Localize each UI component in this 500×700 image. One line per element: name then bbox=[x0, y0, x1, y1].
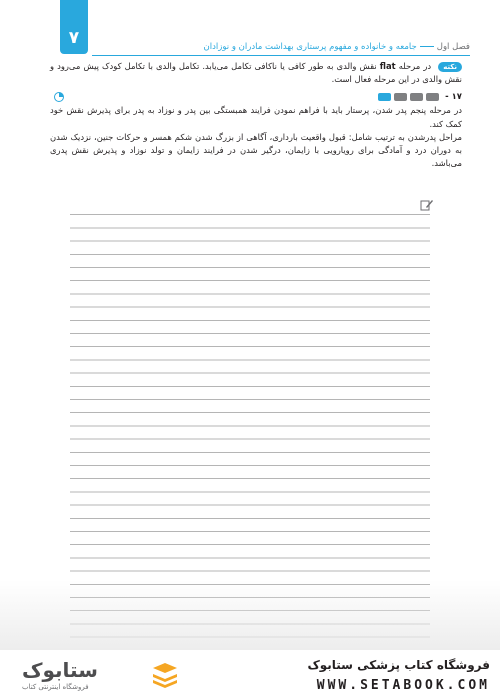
answer-lines[interactable] bbox=[70, 200, 430, 645]
footer-title: فروشگاه کتاب پزشکی ستابوک bbox=[307, 658, 490, 672]
setabook-logo[interactable] bbox=[10, 656, 140, 696]
question-tag-1 bbox=[426, 93, 439, 101]
header-title: جامعه و خانواده و مفهوم پرستاری بهداشت مادران و نوزادان bbox=[203, 42, 417, 52]
note-text-after: نقش والدی به طور کافی یا ناکافی تکامل می‌یابد. تکامل والدی با تکامل کودک پیش می‌رود و نقش والدی در این مرحله فعال است. bbox=[50, 61, 462, 85]
book-stack-icon bbox=[150, 660, 180, 690]
footer-banner bbox=[0, 650, 500, 700]
answer-paragraph-1: در مرحله پنجم پدر شدن، پرستار باید با فراهم نمودن فرایند همبستگی بین پدر و نوزاد به پدر برای پذیرش نقش خود کمک کند. bbox=[50, 105, 462, 129]
difficulty-pie-icon bbox=[54, 92, 64, 102]
question-header bbox=[50, 90, 462, 104]
question-number: ۱۷ - bbox=[445, 91, 462, 102]
note-paragraph bbox=[50, 60, 462, 86]
chapter-tab bbox=[60, 0, 88, 54]
footer-url[interactable]: WWW.SETABOOK.COM bbox=[316, 678, 490, 693]
logo-subtext: فروشگاه اینترنتی کتاب bbox=[22, 683, 89, 691]
question-tag-3 bbox=[394, 93, 407, 101]
header-chapter-label: فصل اول bbox=[436, 42, 470, 52]
running-header bbox=[100, 42, 470, 52]
logo-word: ستابوک bbox=[22, 658, 98, 682]
question-tag-2 bbox=[410, 93, 423, 101]
note-text-before: در مرحله bbox=[398, 61, 432, 71]
answer-paragraph-2: مراحل پدرشدن به ترتیب شامل: قبول واقعیت بارداری، آگاهی از بزرگ شدن شکم همسر و حرکات جنین، نزدیک شدن به دوران درد و آمادگی برای رویارویی با زایمان، درگیر شدن در فرایند زایمان و تولد نوزاد و پذیرش نقش پدری می‌باشد. bbox=[50, 131, 462, 169]
header-separator bbox=[420, 46, 434, 47]
page-content bbox=[50, 60, 462, 170]
header-rule bbox=[92, 55, 470, 56]
page-fade bbox=[0, 580, 500, 650]
note-latin-word: flat bbox=[379, 61, 396, 71]
question-tag-4 bbox=[378, 93, 391, 101]
note-badge: نکته bbox=[438, 62, 462, 72]
chapter-number: ۷ bbox=[68, 28, 80, 48]
